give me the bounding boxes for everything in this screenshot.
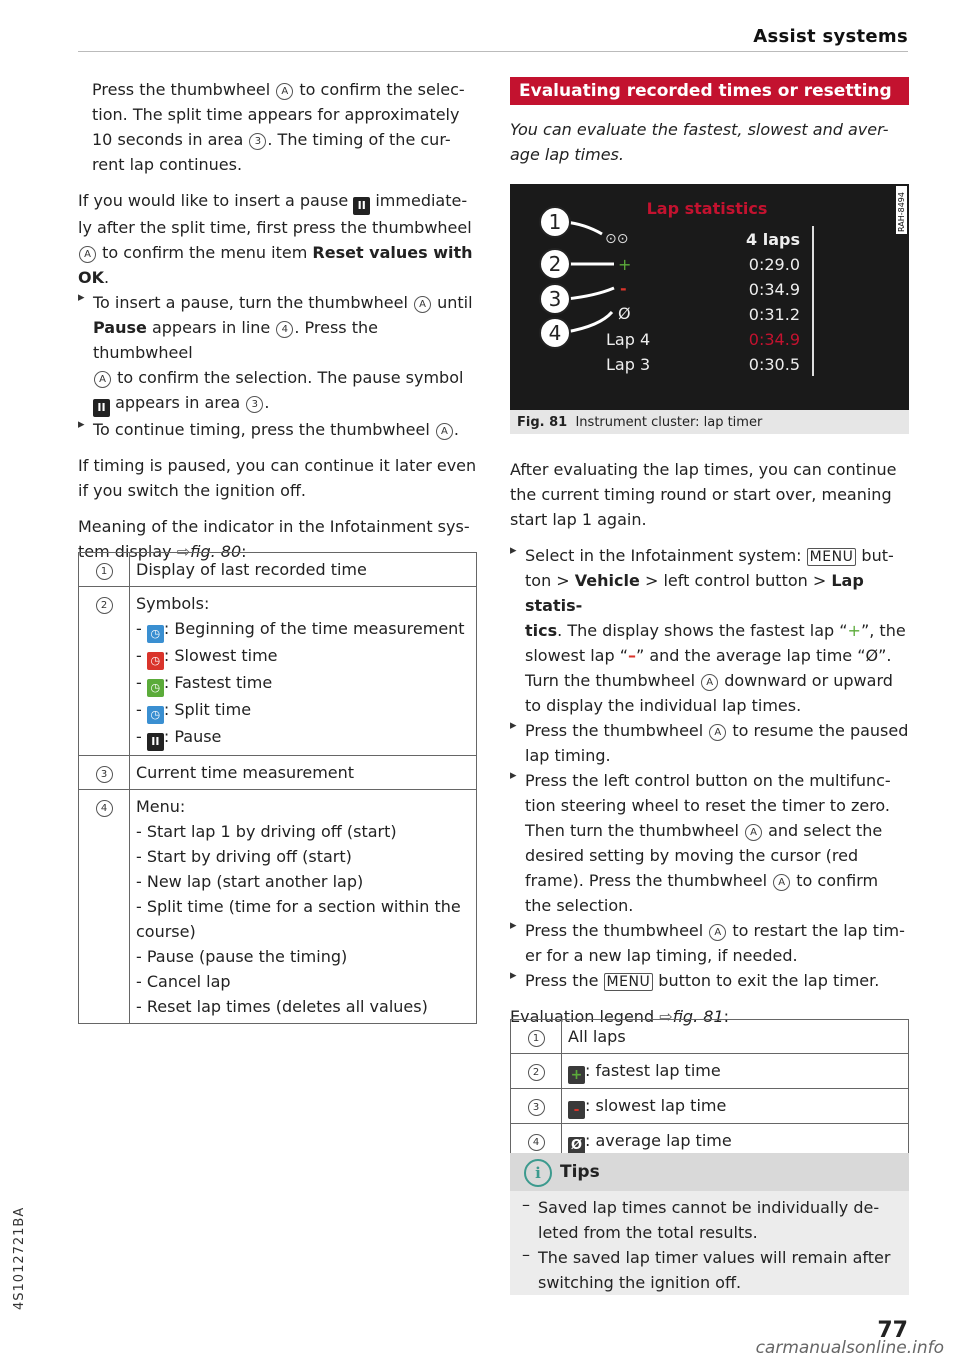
fig-81-link[interactable]: fig. 81 [672, 1007, 724, 1026]
table-row: 4 Menu: - Start lap 1 by driving off (start) - Start by driving off (start) - New lap (start another lap) - Split time (time for a section within the course) - Pause (pause the timing) - Cancel lap - Reset lap times (deletes all values) [79, 790, 477, 1024]
intro-paragraph: Press the thumbwheel A to confirm the selec- tion. The split time appears for approximately 10 seconds in area 3 . The timing of the cur- rent lap continues. [92, 80, 465, 174]
section-title: Evaluating recorded times or resetting [510, 77, 909, 105]
pause-icon: II [147, 733, 164, 751]
fig-row-value: 0:29.0 [748, 255, 800, 274]
figure-caption: Fig. 81 Instrument cluster: lap timer [510, 410, 909, 434]
evaluation-legend-table [510, 1019, 909, 1160]
fastest-time-icon: ◷ [147, 679, 164, 697]
info-icon: i [524, 1159, 552, 1187]
fig-row-label: - [620, 279, 627, 298]
thumbwheel-a-icon: A [701, 674, 718, 691]
callout-2: 2 [548, 252, 562, 276]
indicator-legend-table [78, 552, 477, 1024]
bullet-restart: ▸ Press the thumbwheel A to restart the lap tim- er for a new lap timing, if needed. [510, 918, 910, 968]
bullet-select-lap-stats: ▸ Select in the Infotainment system: MENU but- ton > Vehicle > left control button > Lap statis- tics. The display shows the fastest lap “+”, the slowest lap “–” and the average lap time “Ø”. Turn the thumbwheel A downward or upward to display the individual lap times. [510, 543, 910, 718]
meaning-paragraph: Meaning of the indicator in the Infotainment sys- tem display ⇨fig. 80: [78, 517, 470, 561]
fig-row-label: + [618, 255, 632, 274]
table-row: 1 Display of last recorded time [79, 553, 477, 587]
right-body [510, 457, 910, 1029]
pause-paragraph: If you would like to insert a pause II immediate- ly after the split time, first press the thumbwheel A to confirm the menu item Reset values with OK. [78, 191, 473, 287]
lap-statistics-display [510, 184, 909, 410]
figure-code: RAH-8494 [897, 192, 906, 232]
figure-title: Lap statistics [646, 199, 768, 218]
document-code: 4S1012721BA [12, 1206, 27, 1310]
tip-item: – The saved lap timer values will remain after switching the ignition off. [510, 1245, 909, 1295]
fig-row-label: Lap 4 [606, 330, 651, 349]
thumbwheel-a-icon: A [745, 824, 762, 841]
thumbwheel-a-icon: A [709, 924, 726, 941]
line-4-icon: 4 [276, 321, 293, 338]
callout-1: 1 [548, 210, 562, 234]
fig-row-value: 0:31.2 [748, 305, 800, 324]
fig-row-value: 0:30.5 [748, 355, 800, 374]
thumbwheel-a-icon: A [709, 724, 726, 741]
pause-icon: II [93, 399, 110, 417]
fig-row-value: 0:34.9 [748, 280, 800, 299]
thumbwheel-a-icon: A [276, 83, 293, 100]
lap-timer-figure [510, 184, 909, 410]
menu-key: MENU [604, 973, 654, 991]
watermark: carmanualsonline.info [755, 1338, 944, 1358]
menu-key: MENU [807, 548, 857, 566]
thumbwheel-a-icon: A [436, 423, 453, 440]
split-time-icon: ◷ [147, 706, 164, 724]
right-intro: You can evaluate the fastest, slowest and aver- age lap times. [510, 120, 889, 164]
slowest-time-icon: ◷ [147, 652, 164, 670]
average-lap-icon: Ø [568, 1137, 585, 1155]
legend-intro: Evaluation legend ⇨fig. 81: [510, 1007, 730, 1026]
area-3-icon: 3 [249, 133, 266, 150]
fig-row-label: Lap 3 [606, 355, 651, 374]
table-row: 3 - : slowest lap time [511, 1089, 909, 1124]
bullet-exit: ▸ Press the MENU button to exit the lap timer. [510, 968, 910, 993]
callout-3: 3 [548, 287, 562, 311]
paused-paragraph: If timing is paused, you can continue it later even if you switch the ignition off. [78, 456, 477, 500]
thumbwheel-a-icon: A [79, 246, 96, 263]
fig-row-value: 0:34.9 [748, 330, 800, 349]
bullet-resume: ▸ Press the thumbwheel A to resume the paused lap timing. [510, 718, 910, 768]
tips-box [510, 1153, 909, 1295]
callout-4: 4 [548, 321, 562, 345]
table-row: 3 Current time measurement [79, 756, 477, 790]
start-time-icon: ◷ [147, 625, 164, 643]
bullet-continue-timing: ▸ To continue timing, press the thumbwheel A . [78, 417, 478, 442]
thumbwheel-a-icon: A [94, 371, 111, 388]
header-rule [78, 51, 908, 52]
tips-title: Tips [560, 1162, 600, 1182]
fig-row-label: Ø [618, 304, 631, 323]
bullet-insert-pause: ▸ To insert a pause, turn the thumbwheel A until Pause appears in line 4 . Press the thumbwheel A to confirm the selection. The pause symbol II appears in area 3 . [78, 290, 478, 417]
left-column [78, 77, 478, 564]
thumbwheel-a-icon: A [414, 296, 431, 313]
table-row: 1 All laps [511, 1020, 909, 1054]
all-laps-icon: ⊙⊙ [605, 231, 629, 247]
fig-80-link[interactable]: fig. 80 [190, 542, 242, 561]
thumbwheel-a-icon: A [773, 874, 790, 891]
pause-icon: II [353, 197, 370, 215]
after-paragraph: After evaluating the lap times, you can continue the current timing round or start over, meaning start lap 1 again. [510, 460, 897, 529]
table-row: 2 Symbols: - ◷ : Beginning of the time measurement - ◷ : Slowest time - ◷ : Fastest time - ◷ : Split time - II : Pause [79, 587, 477, 756]
table-row: 2 + : fastest lap time [511, 1054, 909, 1089]
bullet-reset: ▸ Press the left control button on the multifunc- tion steering wheel to reset the timer to zero. Then turn the thumbwheel A and select the desired setting by moving the cursor (red frame). Press the thumbwheel A to confirm the selection. [510, 768, 910, 918]
table-row: 4 Ø : average lap time [511, 1124, 909, 1160]
tip-item: – Saved lap times cannot be individually de- leted from the total results. [510, 1195, 909, 1245]
slowest-lap-icon: - [568, 1101, 585, 1119]
fig-row-value: 4 laps [746, 230, 800, 249]
area-3-icon: 3 [246, 396, 263, 413]
running-header: Assist systems [753, 26, 908, 47]
page-number: 77 [877, 1318, 908, 1343]
fastest-lap-icon: + [568, 1066, 585, 1084]
